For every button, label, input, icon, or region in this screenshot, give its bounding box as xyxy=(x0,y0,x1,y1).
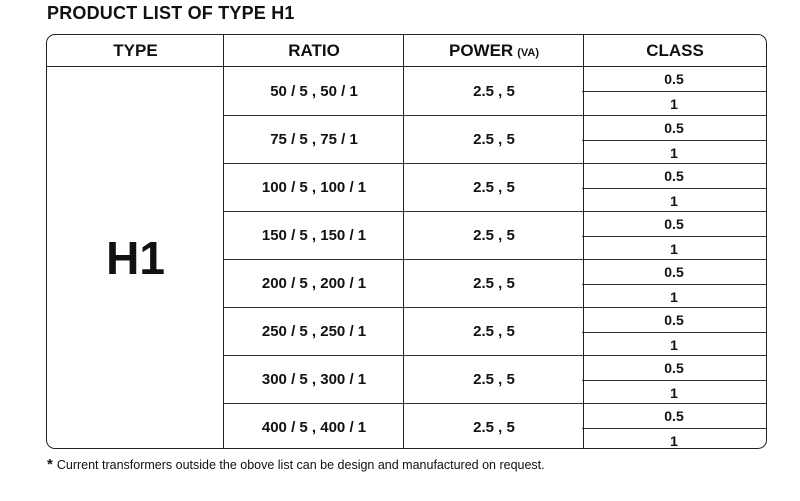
ratio-cell: 150 / 5 , 150 / 1 xyxy=(261,227,367,244)
class-cell-top: 0.5 xyxy=(664,360,684,376)
class-cell-top: 0.5 xyxy=(664,71,684,87)
class-cell-top: 0.5 xyxy=(664,312,684,328)
type-value: H1 xyxy=(106,231,165,284)
ratio-cell: 400 / 5 , 400 / 1 xyxy=(261,419,367,436)
power-cell: 2.5 , 5 xyxy=(473,419,515,436)
class-cell-bottom: 1 xyxy=(582,428,766,449)
header-power xyxy=(404,35,584,66)
class-cell-top: 0.5 xyxy=(664,120,684,136)
table-row xyxy=(224,211,766,259)
table-row xyxy=(224,307,766,355)
page-title: PRODUCT LIST OF TYPE H1 xyxy=(47,3,295,23)
footnote-marker: * xyxy=(47,456,53,473)
ratio-cell: 200 / 5 , 200 / 1 xyxy=(261,275,367,292)
header-power-label: POWER xyxy=(448,40,514,60)
class-cell-bottom: 1 xyxy=(582,380,766,405)
class-cell-top: 0.5 xyxy=(664,264,684,280)
product-table xyxy=(46,34,767,449)
class-cell-bottom: 1 xyxy=(582,140,766,165)
ratio-cell: 75 / 5 , 75 / 1 xyxy=(270,131,358,148)
table-header xyxy=(47,35,766,67)
table-row xyxy=(224,163,766,211)
ratio-cell: 300 / 5 , 300 / 1 xyxy=(261,371,367,388)
header-type: TYPE xyxy=(113,40,158,60)
header-power-unit: (VA) xyxy=(517,46,540,59)
class-cell-bottom: 1 xyxy=(582,236,766,261)
column-divider xyxy=(223,35,224,448)
footnote-text: Current transformers outside the obove list can be design and manufactured on request. xyxy=(56,458,545,472)
table-row xyxy=(224,403,766,449)
class-cell-bottom: 1 xyxy=(582,188,766,213)
class-cell-top: 0.5 xyxy=(664,408,684,424)
power-cell: 2.5 , 5 xyxy=(473,275,515,292)
class-cell-bottom: 1 xyxy=(582,332,766,357)
footnote xyxy=(47,456,545,473)
table-row xyxy=(224,115,766,163)
power-cell: 2.5 , 5 xyxy=(473,179,515,196)
power-cell: 2.5 , 5 xyxy=(473,131,515,148)
class-cell-bottom: 1 xyxy=(582,91,766,116)
ratio-cell: 50 / 5 , 50 / 1 xyxy=(270,82,358,100)
power-cell: 2.5 , 5 xyxy=(473,82,515,100)
ratio-cell: 250 / 5 , 250 / 1 xyxy=(261,323,367,340)
power-cell: 2.5 , 5 xyxy=(473,371,515,388)
header-ratio: RATIO xyxy=(288,40,340,60)
column-divider xyxy=(403,35,404,448)
column-divider xyxy=(583,35,584,448)
power-cell: 2.5 , 5 xyxy=(473,227,515,244)
table-row xyxy=(224,259,766,307)
class-cell-top: 0.5 xyxy=(664,216,684,232)
table-row xyxy=(224,355,766,403)
power-cell: 2.5 , 5 xyxy=(473,323,515,340)
table-row xyxy=(224,67,766,115)
class-cell-bottom: 1 xyxy=(582,284,766,309)
header-class: CLASS xyxy=(646,40,704,60)
ratio-cell: 100 / 5 , 100 / 1 xyxy=(261,179,367,196)
class-cell-top: 0.5 xyxy=(664,168,684,184)
